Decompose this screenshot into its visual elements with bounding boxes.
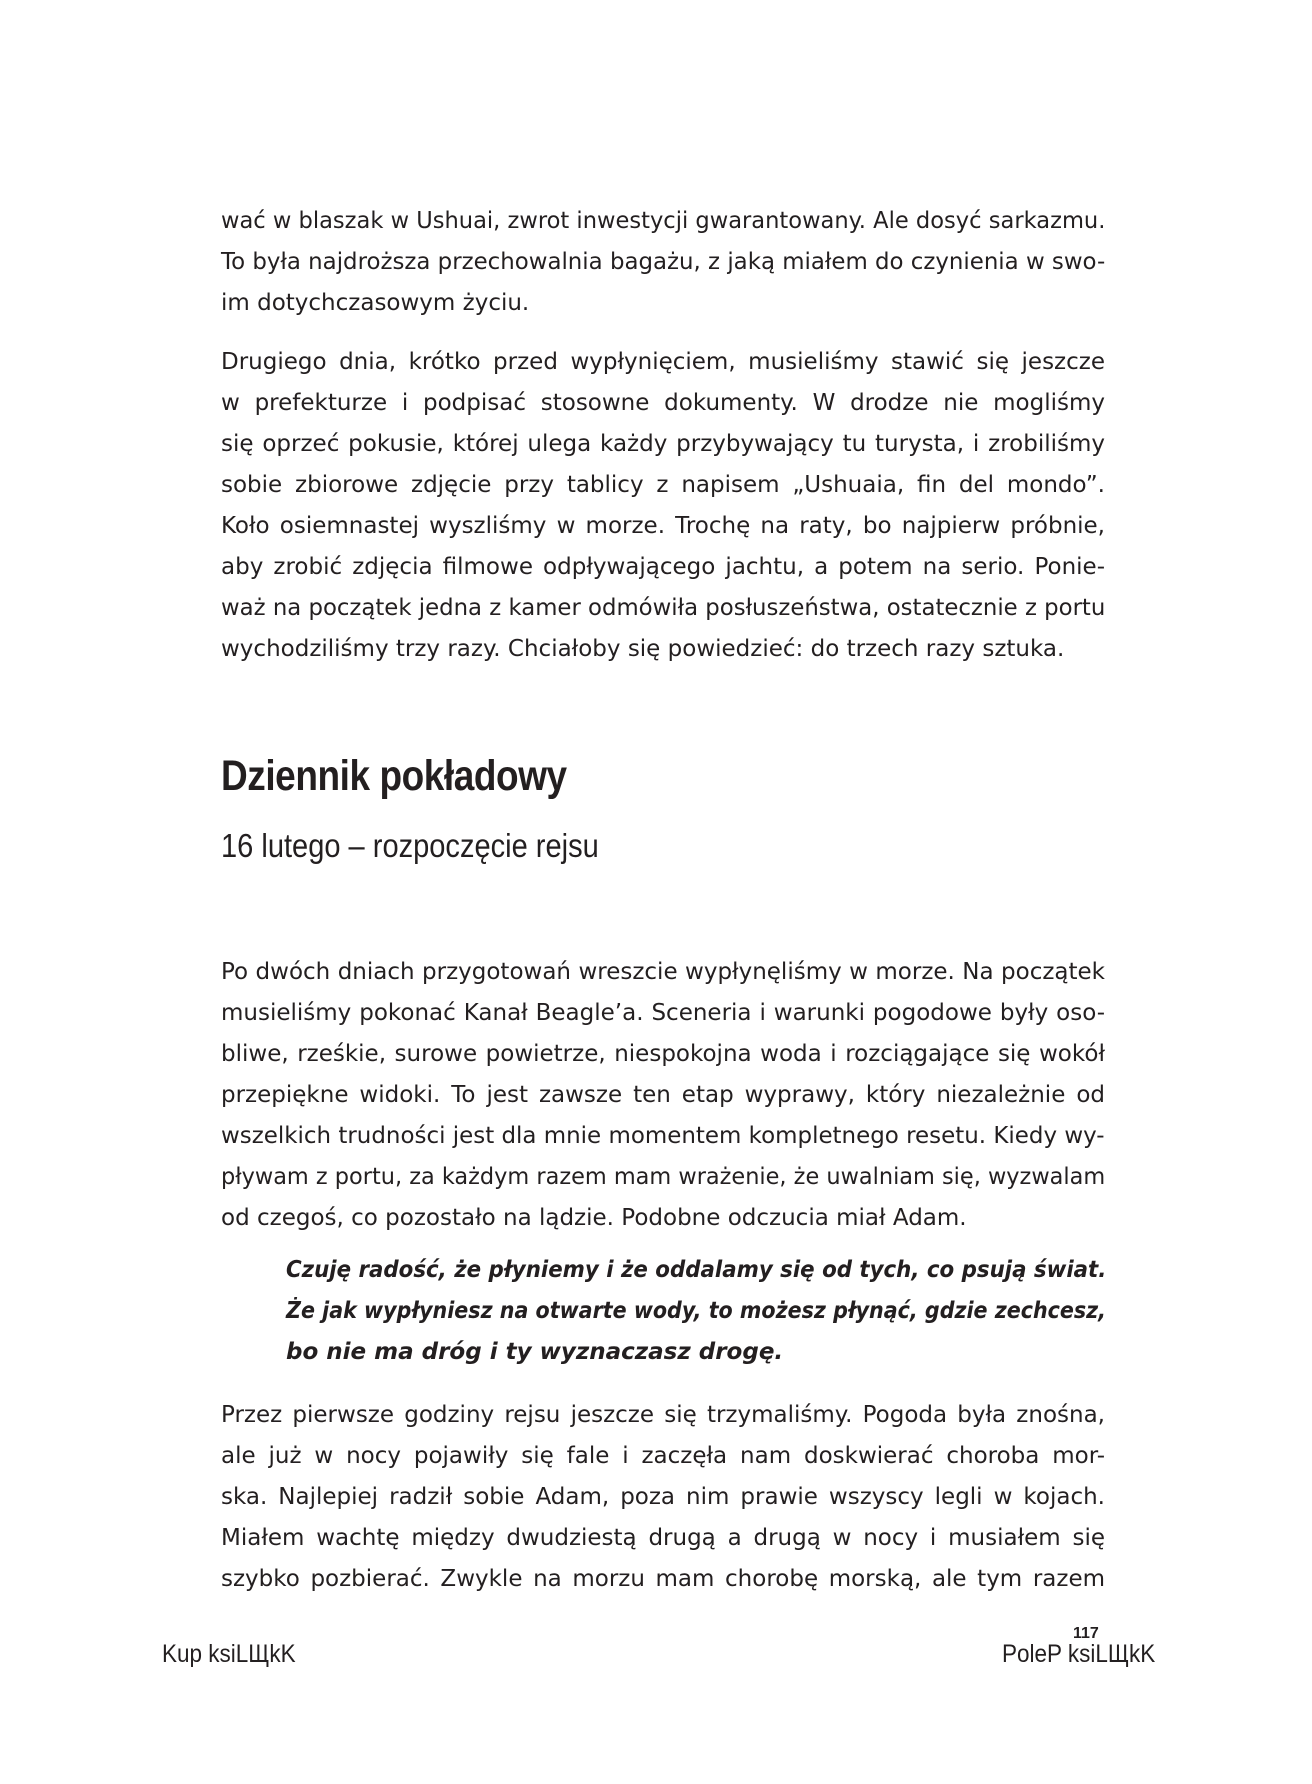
text-line: szybko pozbierać. Zwykle na morzu mam chorobę morską, ale tym razem <box>221 1566 1105 1592</box>
quote-line: Czuję radość, że płyniemy i że oddalamy się od tych, co psują świat. <box>286 1257 1107 1283</box>
paragraph-3 <box>221 952 1105 1239</box>
paragraph-1 <box>221 201 1105 324</box>
text-line: Koło osiemnastej wyszliśmy w morze. Trochę na raty, bo najpierw próbnie, <box>221 513 1105 539</box>
text-line: Drugiego dnia, krótko przed wypłynięciem, musieliśmy stawić się jeszcze <box>221 349 1105 375</box>
quote-line: bo nie ma dróg i ty wyznaczasz drogę. <box>286 1339 784 1365</box>
text-line: wać w blaszak w Ushuai, zwrot inwestycji gwarantowany. Ale dosyć sarkazmu. <box>221 208 1106 234</box>
text-line: ale już w nocy pojawiły się fale i zaczęła nam doskwierać choroba mor- <box>221 1443 1105 1469</box>
section-subtitle: 16 lutego – rozpoczęcie rejsu <box>221 827 599 864</box>
text-line: ska. Najlepiej radził sobie Adam, poza nim prawie wszyscy legli w kojach. <box>221 1484 1105 1510</box>
text-line: przepiękne widoki. To jest zawsze ten etap wyprawy, który niezależnie od <box>221 1082 1105 1108</box>
paragraph-2 <box>221 342 1105 670</box>
text-line: Miałem wachtę między dwudziestą drugą a drugą w nocy i musiałem się <box>221 1525 1105 1551</box>
adam-quote <box>286 1250 1106 1373</box>
page-number: 117 <box>1073 1625 1099 1642</box>
text-line: wszelkich trudności jest dla mnie momentem kompletnego resetu. Kiedy wy- <box>221 1123 1105 1149</box>
text-line: im dotychczasowym życiu. <box>221 290 530 316</box>
text-line: Przez pierwsze godziny rejsu jeszcze się trzymaliśmy. Pogoda była znośna, <box>221 1402 1105 1428</box>
recommend-book-link[interactable]: PoleP ksiLЩkK <box>1002 1640 1156 1668</box>
buy-book-link[interactable]: Kup ksiLЩkK <box>162 1640 296 1668</box>
text-line: waż na początek jedna z kamer odmówiła posłuszeństwa, ostatecznie z portu <box>221 595 1106 621</box>
text-line: od czegoś, co pozostało na lądzie. Podobne odczucia miał Adam. <box>221 1205 967 1231</box>
text-line: pływam z portu, za każdym razem mam wrażenie, że uwalniam się, wyzwalam <box>221 1164 1106 1190</box>
text-line: To była najdroższa przechowalnia bagażu, z jaką miałem do czynienia w swo- <box>221 249 1106 275</box>
text-line: wychodziliśmy trzy razy. Chciałoby się powiedzieć: do trzech razy sztuka. <box>221 636 1065 662</box>
text-line: Po dwóch dniach przygotowań wreszcie wypłynęliśmy w morze. Na początek <box>221 959 1105 985</box>
text-line: się oprzeć pokusie, której ulega każdy przybywający tu turysta, i zrobiliśmy <box>221 431 1105 457</box>
section-title: Dziennik pokładowy <box>221 752 567 800</box>
text-line: sobie zbiorowe zdjęcie przy tablicy z napisem „Ushuaia, fin del mondo”. <box>221 472 1105 498</box>
quote-line: Że jak wypłyniesz na otwarte wody, to możesz płynąć, gdzie zechcesz, <box>286 1298 1107 1324</box>
text-line: bliwe, rześkie, surowe powietrze, niespokojna woda i rozciągające się wokół <box>221 1041 1105 1067</box>
text-line: aby zrobić zdjęcia filmowe odpływającego jachtu, a potem na serio. Ponie- <box>221 554 1105 580</box>
text-line: musieliśmy pokonać Kanał Beagle’a. Sceneria i warunki pogodowe były oso- <box>221 1000 1105 1026</box>
text-line: w prefekturze i podpisać stosowne dokumenty. W drodze nie mogliśmy <box>221 390 1105 416</box>
paragraph-4 <box>221 1395 1105 1600</box>
